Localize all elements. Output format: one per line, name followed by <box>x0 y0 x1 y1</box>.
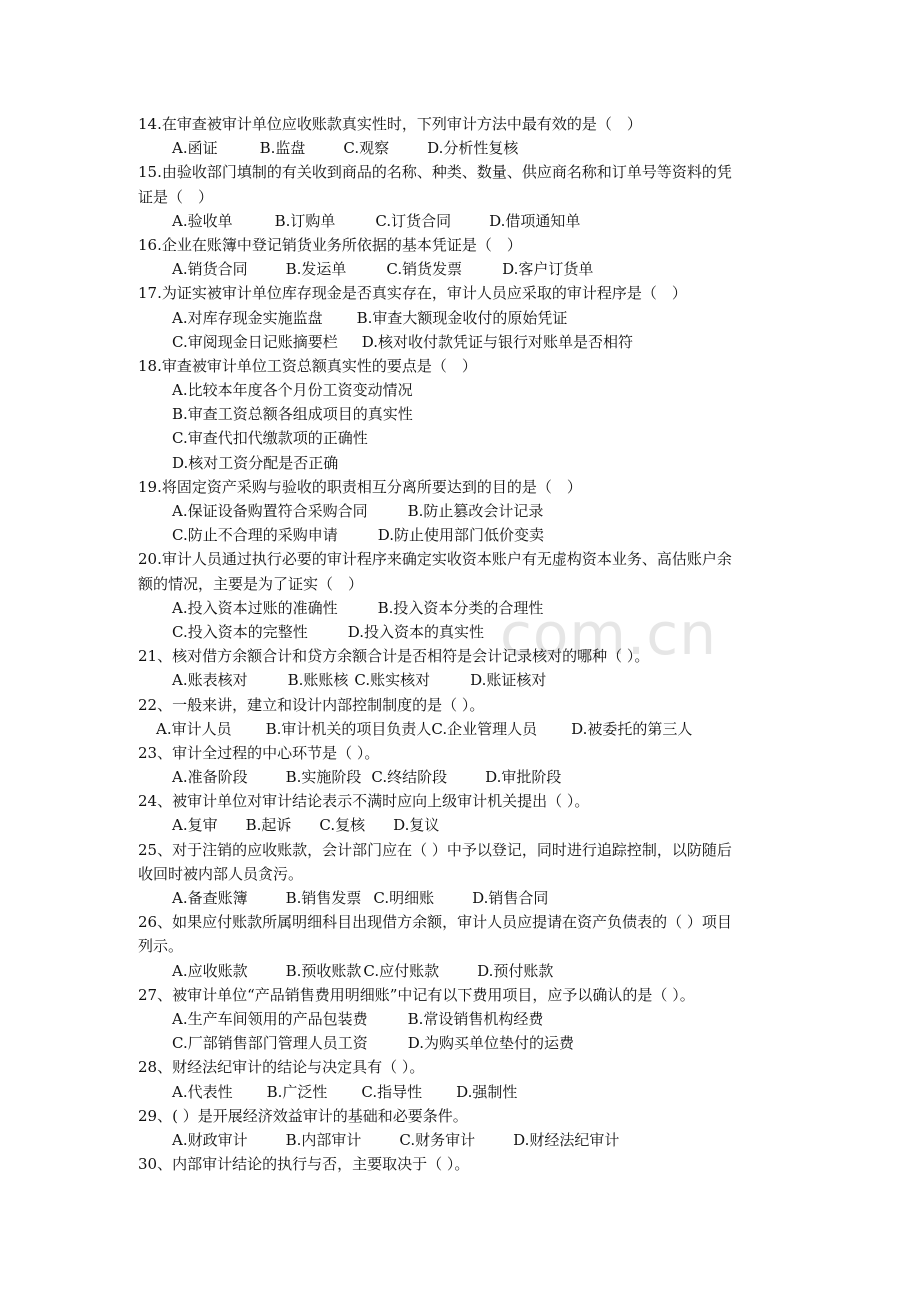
answer-option: B.发运单 <box>285 260 347 279</box>
answer-option: B.广泛性 <box>266 1082 328 1101</box>
answer-options <box>138 1080 790 1104</box>
answer-option: D.借项通知单 <box>489 211 581 230</box>
answer-option: C.防止不合理的采购申请 <box>172 526 338 545</box>
answer-options <box>138 959 790 983</box>
question-text: 收回时被内部人员贪污。 <box>138 864 304 883</box>
answer-option: B.账账核 <box>287 671 349 690</box>
answer-options <box>138 451 790 475</box>
answer-option: A.代表性 <box>172 1082 233 1101</box>
answer-option: D.核对工资分配是否正确 <box>172 453 339 472</box>
answer-option: B.起诉 <box>245 816 292 835</box>
answer-option: D.被委托的第三人 <box>571 719 693 738</box>
answer-option: D.审批阶段 <box>485 768 562 787</box>
answer-options <box>138 499 790 523</box>
answer-option: A.备查账簿 <box>172 889 248 907</box>
answer-option: C.审阅现金日记账摘要栏 <box>172 332 338 351</box>
question-text: 29、( ）是开展经济效益审计的基础和必要条件。 <box>138 1106 468 1125</box>
answer-option: A.验收单 <box>172 211 233 230</box>
question-text: 额的情况，主要是为了证实（ ） <box>138 574 364 593</box>
answer-options <box>138 717 790 741</box>
answer-options <box>138 1128 790 1152</box>
question-text: 证是（ ） <box>138 187 214 206</box>
answer-option: A.比较本年度各个月份工资变动情况 <box>172 381 413 400</box>
answer-option: A.审计人员 <box>156 719 232 738</box>
answer-option: A.生产车间领用的产品包装费 <box>172 1009 368 1028</box>
question-text: 20.审计人员通过执行必要的审计程序来确定实收资本账户有无虚构资本业务、高估账户余 <box>138 550 732 569</box>
answer-option: B.常设销售机构经费 <box>407 1009 544 1028</box>
answer-option: C.明细账 <box>373 889 435 907</box>
answer-option: B.防止篡改会计记录 <box>407 502 544 520</box>
question-text: 21、核对借方余额合计和贷方余额合计是否相符是会计记录核对的哪种（ ）。 <box>138 647 650 666</box>
answer-option: A.对库存现金实施监盘 <box>172 308 323 327</box>
answer-option: C.企业管理人员 <box>431 719 538 738</box>
question-text: 17.为证实被审计单位库存现金是否真实存在，审计人员应采取的审计程序是（ ） <box>138 284 687 303</box>
answer-options <box>138 523 790 547</box>
answer-option: C.指导性 <box>361 1082 423 1101</box>
question-text: 25、对于注销的应收账款，会计部门应在（ ）中予以登记，同时进行追踪控制，以防随后 <box>138 840 732 859</box>
answer-option: B.预收账款 <box>285 961 362 980</box>
answer-option: D.分析性复核 <box>427 139 519 158</box>
answer-options <box>138 765 790 789</box>
answer-option: C.财务审计 <box>399 1130 476 1149</box>
answer-option: D.复议 <box>393 816 440 835</box>
answer-option: C.厂部销售部门管理人员工资 <box>172 1034 368 1053</box>
question-text: 14.在审查被审计单位应收账款真实性时，下列审计方法中最有效的是（ ） <box>138 115 642 133</box>
question-text: 26、如果应付账款所属明细科目出现借方余额，审计人员应提请在资产负债表的（ ）项目 <box>138 913 732 932</box>
answer-option: D.预付账款 <box>477 961 554 980</box>
answer-option: C.账实核对 <box>354 671 431 690</box>
answer-option: B.销售发票 <box>285 889 362 907</box>
answer-option: B.订购单 <box>274 211 336 230</box>
answer-option: A.账表核对 <box>172 671 248 690</box>
answer-options <box>138 668 790 692</box>
answer-options <box>138 1007 790 1031</box>
answer-option: B.投入资本分类的合理性 <box>377 598 544 617</box>
answer-option: A.函证 <box>172 139 218 158</box>
answer-option: A.销货合同 <box>172 260 248 279</box>
answer-option: D.财经法纪审计 <box>513 1130 620 1149</box>
answer-option: B.内部审计 <box>285 1130 362 1149</box>
answer-options <box>138 257 790 281</box>
answer-option: B.实施阶段 <box>285 768 362 787</box>
answer-options <box>138 378 790 402</box>
answer-option: D.强制性 <box>456 1082 518 1101</box>
answer-option: A.应收账款 <box>172 961 248 980</box>
answer-options <box>138 813 790 837</box>
question-text: 27、被审计单位“产品销售费用明细账”中记有以下费用项目，应予以确认的是（ ）。 <box>138 985 695 1004</box>
question-text: 30、内部审计结论的执行与否，主要取决于（ ）。 <box>138 1155 470 1174</box>
question-list <box>138 112 790 1176</box>
question-text: 列示。 <box>138 937 184 956</box>
question-text: 24、被审计单位对审计结论表示不满时应向上级审计机关提出（ ）。 <box>138 792 590 811</box>
answer-option: D.投入资本的真实性 <box>347 622 484 641</box>
answer-options <box>138 330 790 354</box>
answer-option: D.客户订货单 <box>502 260 594 279</box>
question-text: 18.审查被审计单位工资总额真实性的要点是（ ） <box>138 356 477 375</box>
answer-options <box>138 426 790 450</box>
answer-option: C.复核 <box>319 816 366 835</box>
answer-option: B.监盘 <box>259 139 306 158</box>
answer-option: D.为购买单位垫付的运费 <box>407 1034 574 1053</box>
answer-options <box>138 596 790 620</box>
question-text: 19.将固定资产采购与验收的职责相互分离所要达到的目的是（ ） <box>138 477 582 496</box>
answer-options <box>138 209 790 233</box>
answer-option: D.核对收付款凭证与银行对账单是否相符 <box>361 332 633 351</box>
watermark: com.cn <box>500 600 717 668</box>
answer-option: B.审查工资总额各组成项目的真实性 <box>172 405 413 424</box>
answer-option: A.复审 <box>172 816 218 835</box>
question-text: 15.由验收部门填制的有关收到商品的名称、种类、数量、供应商名称和订单号等资料的凭 <box>138 163 732 182</box>
answer-option: C.投入资本的完整性 <box>172 622 308 641</box>
answer-option: A.准备阶段 <box>172 768 248 787</box>
answer-option: C.订货合同 <box>375 211 452 230</box>
answer-options <box>138 306 790 330</box>
answer-options <box>138 886 790 910</box>
question-text: 28、财经法纪审计的结论与决定具有（ ）。 <box>138 1058 425 1077</box>
question-text: 23、审计全过程的中心环节是（ ）。 <box>138 743 380 762</box>
answer-option: A.保证设备购置符合采购合同 <box>172 502 368 520</box>
answer-option: B.审查大额现金收付的原始凭证 <box>356 308 568 327</box>
answer-options <box>138 136 790 160</box>
answer-options <box>138 402 790 426</box>
answer-options <box>138 1031 790 1055</box>
answer-option: B.审计机关的项目负责人 <box>265 719 432 738</box>
answer-option: A.投入资本过账的准确性 <box>172 598 338 617</box>
answer-option: A.财政审计 <box>172 1130 248 1149</box>
answer-option: C.观察 <box>343 139 390 158</box>
answer-option: D.账证核对 <box>470 671 547 690</box>
question-text: 16.企业在账簿中登记销货业务所依据的基本凭证是（ ） <box>138 235 522 254</box>
answer-option: C.销货发票 <box>386 260 463 279</box>
answer-option: C.终结阶段 <box>371 768 448 787</box>
question-text: 22、一般来讲，建立和设计内部控制制度的是（ ）。 <box>138 695 485 714</box>
answer-option: C.应付账款 <box>363 961 440 980</box>
answer-option: D.销售合同 <box>472 889 549 907</box>
answer-option: C.审查代扣代缴款项的正确性 <box>172 429 368 448</box>
answer-options <box>138 620 790 644</box>
answer-option: D.防止使用部门低价变卖 <box>377 526 544 545</box>
